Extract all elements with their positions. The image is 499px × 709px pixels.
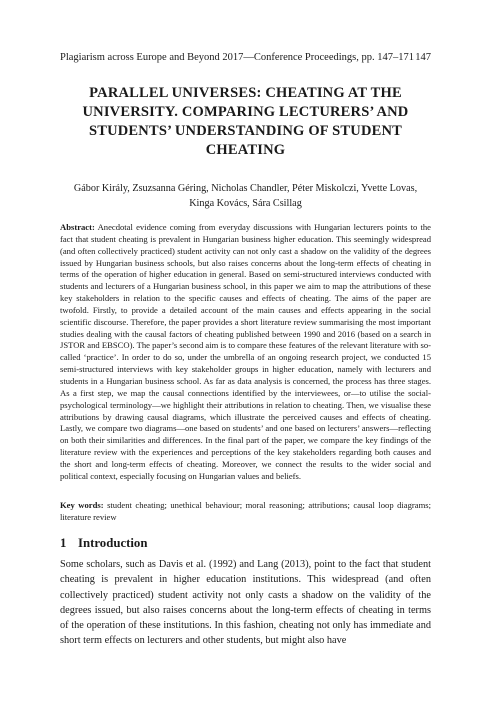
keywords bbox=[60, 500, 431, 524]
section-number: 1 bbox=[60, 536, 67, 550]
authors-line-1: Gábor Király, Zsuzsanna Géring, Nicholas Chandler, Péter Miskolczi, Yvette Lovas, bbox=[73, 183, 418, 194]
author-list bbox=[60, 181, 431, 211]
keywords-text: student cheating; unethical behaviour; moral reasoning; attributions; causal loop diagrams; literature review bbox=[60, 500, 432, 522]
introduction-paragraph: Some scholars, such as Davis et al. (1992) and Lang (2013), point to the fact that student cheating is prevalent in higher education institutions. This widespread (and often collectively practiced) student activity not only casts a shadow on the validity of the degrees issued, but also raises concerns about the long-term effects of cheating in terms of the operation of these institutions. In this fashion, cheating not only has immediate and short term effects on lecturers and other students, but might also have bbox=[60, 559, 431, 647]
authors-line-2: Kinga Kovács, Sára Csillag bbox=[189, 198, 302, 209]
page-number: 147 bbox=[415, 52, 431, 63]
paper-title: PARALLEL UNIVERSES: CHEATING AT THE UNIVERSITY. COMPARING LECTURERS’ AND STUDENTS’ UNDERSTANDING OF STUDENT CHEATING bbox=[82, 85, 409, 158]
abstract-label: Abstract: bbox=[60, 222, 95, 232]
keywords-label: Key words: bbox=[60, 500, 104, 510]
running-header bbox=[60, 52, 431, 63]
running-title: Plagiarism across Europe and Beyond 2017—Conference Proceedings, pp. 147–171 bbox=[60, 52, 415, 63]
abstract-text: Anecdotal evidence coming from everyday discussions with Hungarian lecturers points to the fact that student cheating is prevalent in Hungarian business higher education. This seemingly widespread (and often collectively practiced) student activity can not only cast a shadow on the validity of the degrees issued by Hungarian business schools, but also raises concerns about the long-term effects of cheating in terms of the operation of higher education in general. Based on semi-structured interviews conducted with students and lecturers of a Hungarian business school, in this paper we aim to map the attributions of these key stakeholders in relation to the specific causes and effects of cheating. The aims of the paper are twofold. Firstly, to provide a detailed account of the main causes and effects appearing in the social scientific discourse. Therefore, the paper provides a short literature review summarising the most important studies dealing with the causal factors of cheating published between 1990 and 2016 (based on a search in JSTOR and EBSCO). The paper’s second aim is to compare these features of the relevant literature with so-called ‘practice’. In order to do so, under the umbrella of an ongoing research project, we conducted 15 semi-structured interviews with key stakeholder groups in higher education, namely with lecturers and students in a Hungarian business school. As far as data analysis is concerned, the process has three stages. As a first step, we map the causal connections identified by the interviewees, or—to utilise the social-psychological terminology—we highlight their attributions in relation to cheating. Then, we visualise these attributions by drawing causal diagrams, which illustrate the perceived causes and effects of cheating. Lastly, we compare two diagrams—one based on students’ and one based on lecturers’ answers—reflecting on both their similarities and differences. In the final part of the paper, we compare the key findings of the literature review with the experiences and perceptions of the key stakeholders regarding both causes and the short and long-term effects of cheating. Moreover, we connect the results to the wider social and political context, especially focusing on Hungarian values and beliefs. bbox=[60, 222, 431, 481]
section-title: Introduction bbox=[78, 536, 148, 550]
abstract bbox=[60, 222, 431, 483]
section-heading bbox=[60, 536, 431, 551]
